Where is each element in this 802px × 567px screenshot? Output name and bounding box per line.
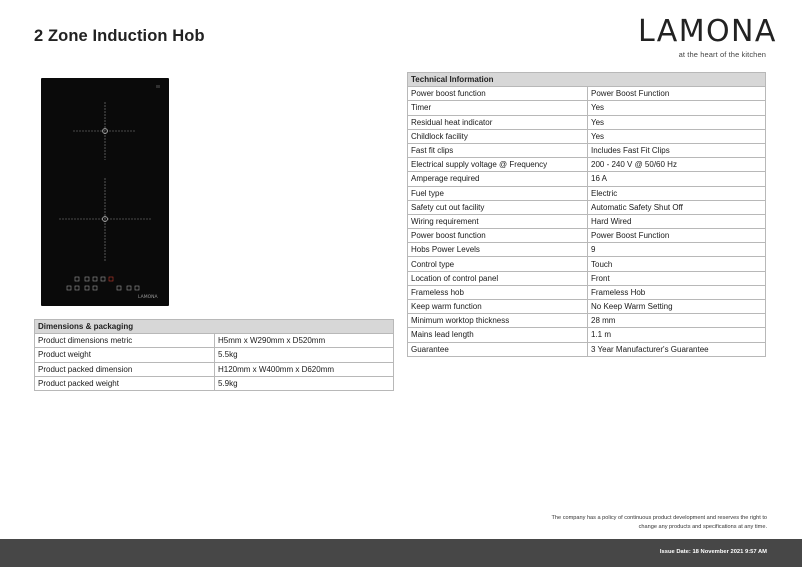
brand-tagline: at the heart of the kitchen bbox=[678, 50, 766, 59]
row-value: 5.5kg bbox=[215, 348, 394, 362]
row-label: Keep warm function bbox=[408, 300, 588, 314]
table-row bbox=[35, 334, 394, 348]
product-image bbox=[41, 78, 169, 306]
table-row bbox=[408, 314, 766, 328]
table-row bbox=[408, 285, 766, 299]
dimensions-heading: Dimensions & packaging bbox=[35, 320, 394, 334]
table-row bbox=[408, 115, 766, 129]
footer-bar bbox=[0, 539, 802, 567]
row-value: Hard Wired bbox=[588, 214, 766, 228]
touch-control-panel bbox=[67, 277, 139, 290]
table-row bbox=[408, 342, 766, 356]
control-icon bbox=[67, 286, 71, 290]
table-row bbox=[408, 158, 766, 172]
table-row bbox=[408, 129, 766, 143]
dimensions-table bbox=[34, 319, 394, 391]
technical-information-table bbox=[407, 72, 766, 357]
table-row bbox=[408, 143, 766, 157]
row-label: Safety cut out facility bbox=[408, 200, 588, 214]
row-value: H5mm x W290mm x D520mm bbox=[215, 334, 394, 348]
control-icon bbox=[93, 277, 97, 281]
row-label: Location of control panel bbox=[408, 271, 588, 285]
row-label: Product packed weight bbox=[35, 376, 215, 390]
brand-logo bbox=[638, 14, 777, 59]
row-value: Power Boost Function bbox=[588, 87, 766, 101]
row-value: Yes bbox=[588, 115, 766, 129]
row-label: Fast fit clips bbox=[408, 143, 588, 157]
induction-hob-illustration bbox=[41, 78, 169, 306]
control-icon bbox=[117, 286, 121, 290]
row-label: Frameless hob bbox=[408, 285, 588, 299]
control-icon bbox=[93, 286, 97, 290]
row-value: 16 A bbox=[588, 172, 766, 186]
row-label: Residual heat indicator bbox=[408, 115, 588, 129]
row-value: Front bbox=[588, 271, 766, 285]
control-icon bbox=[75, 277, 79, 281]
row-value: Yes bbox=[588, 101, 766, 115]
page-title: 2 Zone Induction Hob bbox=[34, 27, 205, 45]
indicator-icon bbox=[109, 277, 113, 281]
table-row bbox=[408, 243, 766, 257]
control-icon bbox=[85, 277, 89, 281]
table-row bbox=[35, 362, 394, 376]
issue-date: Issue Date: 18 November 2021 9:57 AM bbox=[659, 549, 767, 555]
table-row bbox=[408, 101, 766, 115]
cooking-zone-2 bbox=[59, 178, 151, 261]
row-value: Touch bbox=[588, 257, 766, 271]
row-value: Electric bbox=[588, 186, 766, 200]
cooking-zone-1 bbox=[73, 102, 136, 160]
row-label: Power boost function bbox=[408, 87, 588, 101]
row-value: Power Boost Function bbox=[588, 229, 766, 243]
row-value: 1.1 m bbox=[588, 328, 766, 342]
table-row bbox=[408, 87, 766, 101]
row-value: Includes Fast Fit Clips bbox=[588, 143, 766, 157]
row-label: Minimum worktop thickness bbox=[408, 314, 588, 328]
row-value: Frameless Hob bbox=[588, 285, 766, 299]
row-label: Product weight bbox=[35, 348, 215, 362]
row-label: Wiring requirement bbox=[408, 214, 588, 228]
row-label: Hobs Power Levels bbox=[408, 243, 588, 257]
row-label: Fuel type bbox=[408, 186, 588, 200]
brand-name: LAMONA bbox=[638, 14, 777, 49]
disclaimer bbox=[507, 514, 767, 531]
table-row bbox=[408, 328, 766, 342]
row-value: 9 bbox=[588, 243, 766, 257]
table-row bbox=[408, 186, 766, 200]
row-label: Product dimensions metric bbox=[35, 334, 215, 348]
table-row bbox=[408, 300, 766, 314]
control-icon bbox=[127, 286, 131, 290]
row-label: Product packed dimension bbox=[35, 362, 215, 376]
table-row bbox=[408, 271, 766, 285]
row-value: Yes bbox=[588, 129, 766, 143]
table-row bbox=[35, 348, 394, 362]
table-row bbox=[408, 214, 766, 228]
row-value: 5.9kg bbox=[215, 376, 394, 390]
table-row bbox=[408, 257, 766, 271]
row-label: Amperage required bbox=[408, 172, 588, 186]
row-label: Electrical supply voltage @ Frequency bbox=[408, 158, 588, 172]
control-icon bbox=[101, 277, 105, 281]
row-label: Mains lead length bbox=[408, 328, 588, 342]
panel-logo: LAMONA bbox=[138, 295, 158, 300]
technical-heading: Technical Information bbox=[408, 73, 766, 87]
row-value: Automatic Safety Shut Off bbox=[588, 200, 766, 214]
disclaimer-line: The company has a policy of continuous product development and reserves the right to bbox=[551, 515, 767, 521]
row-label: Guarantee bbox=[408, 342, 588, 356]
control-icon bbox=[135, 286, 139, 290]
row-label: Power boost function bbox=[408, 229, 588, 243]
row-value: 3 Year Manufacturer's Guarantee bbox=[588, 342, 766, 356]
table-row bbox=[408, 200, 766, 214]
table-row bbox=[408, 172, 766, 186]
table-row bbox=[408, 229, 766, 243]
control-icon bbox=[75, 286, 79, 290]
table-row bbox=[35, 376, 394, 390]
row-label: Timer bbox=[408, 101, 588, 115]
control-icon bbox=[85, 286, 89, 290]
row-value: 28 mm bbox=[588, 314, 766, 328]
row-value: H120mm x W400mm x D620mm bbox=[215, 362, 394, 376]
row-label: Control type bbox=[408, 257, 588, 271]
disclaimer-line: change any products and specifications at any time. bbox=[638, 523, 767, 530]
row-value: 200 - 240 V @ 50/60 Hz bbox=[588, 158, 766, 172]
row-value: No Keep Warm Setting bbox=[588, 300, 766, 314]
row-label: Childlock facility bbox=[408, 129, 588, 143]
